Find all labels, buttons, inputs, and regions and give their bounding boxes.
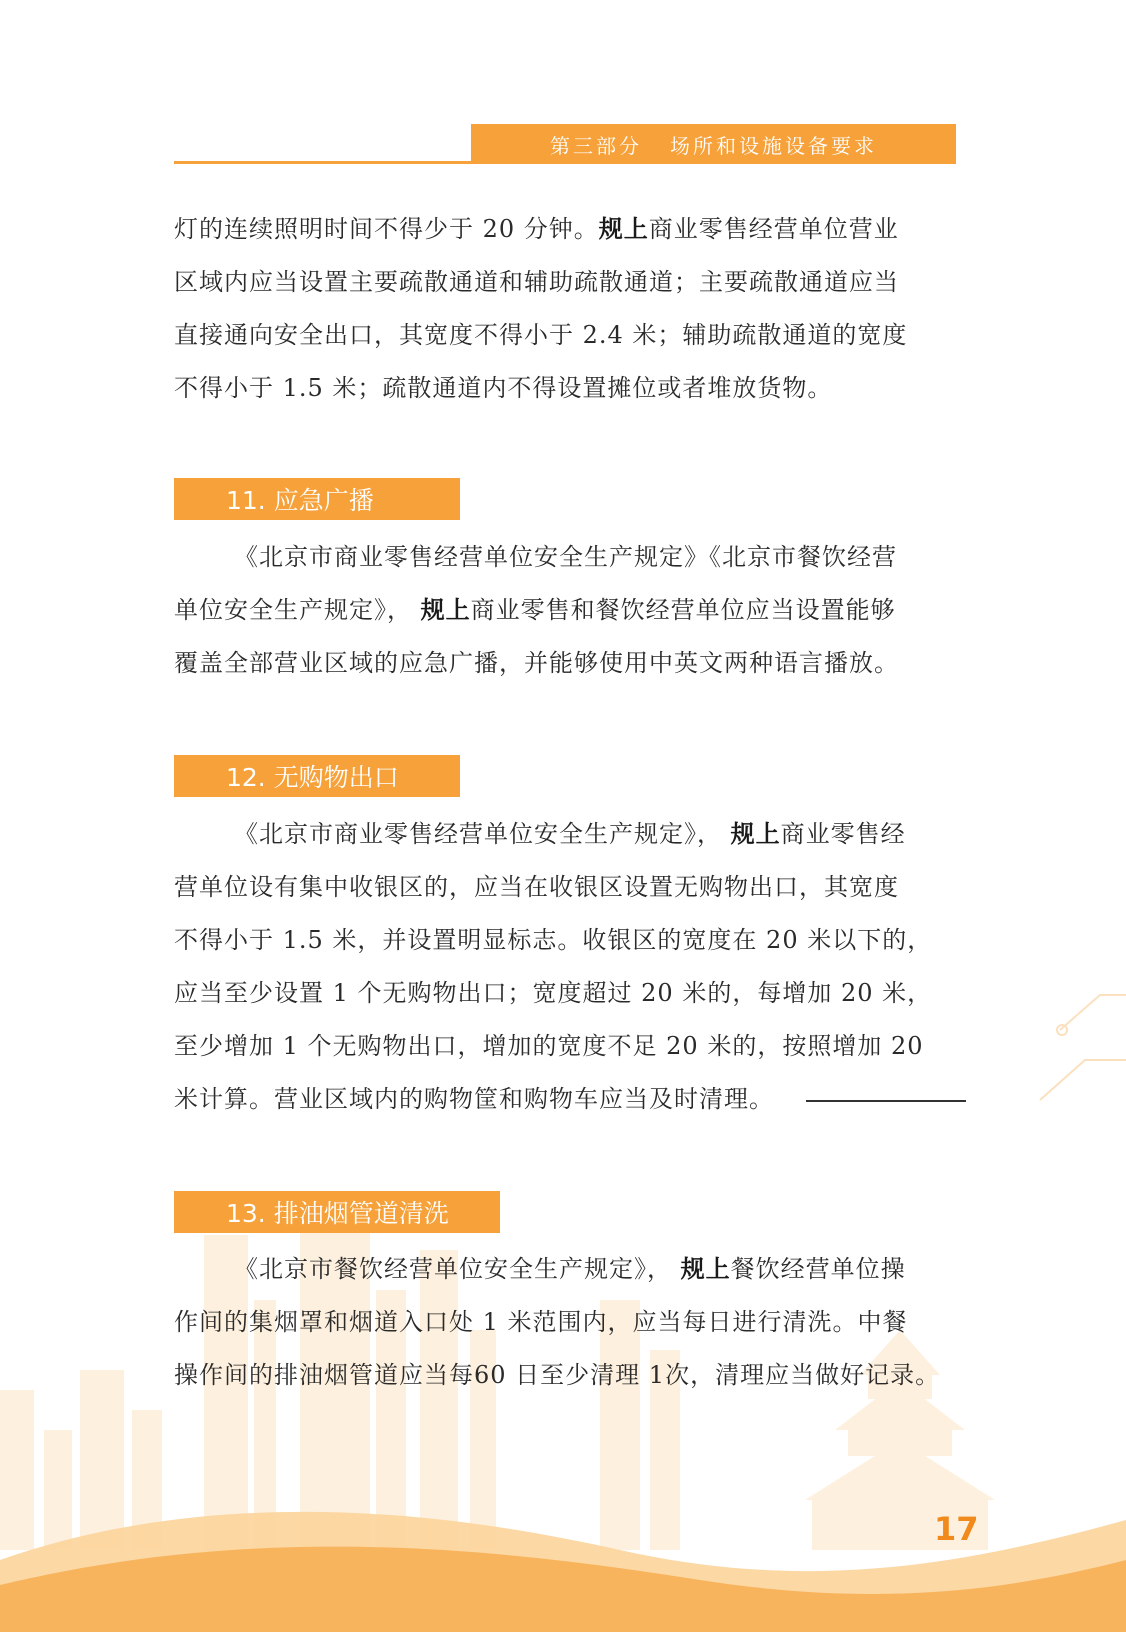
bold-keyword: 规上 <box>680 1255 731 1283</box>
bold-keyword: 规上 <box>730 820 781 848</box>
paragraph-exhaust-cleaning: 《北京市餐饮经营单位安全生产规定》， 规上餐饮经营单位操 作间的集烟罩和烟道入口处 1 米范围内，应当每日进行清洗。中餐 操作间的排油烟管道应当每60 日至少清理 1次，清理应当做好记录。 <box>174 1255 941 1389</box>
chapter-header <box>471 124 956 164</box>
page-number: 17 <box>934 1510 979 1548</box>
trailing-rule <box>806 1100 966 1102</box>
chapter-title: 场所和设施设备要求 <box>670 133 877 158</box>
paragraph-emergency-broadcast: 《北京市商业零售经营单位安全生产规定》《北京市餐饮经营 单位安全生产规定》， 规上商业零售和餐饮经营单位应当设置能够 覆盖全部营业区域的应急广播，并能够使用中英文两种语言播放。 <box>174 543 899 677</box>
bold-keyword: 规上 <box>598 215 649 243</box>
chapter-part: 第三部分 <box>550 133 642 158</box>
section-heading-11: 11. 应急广播 <box>174 478 460 520</box>
section-heading-13: 13. 排油烟管道清洗 <box>174 1191 500 1233</box>
paragraph-no-purchase-exit: 《北京市商业零售经营单位安全生产规定》， 规上商业零售经 营单位设有集中收银区的，应当在收银区设置无购物出口，其宽度 不得小于 1.5 米，并设置明显标志。收银区的宽度在 20 米以下的， 应当至少设置 1 个无购物出口；宽度超过 20 米的，每增加 20 米， 至少增加 1 个无购物出口，增加的宽度不足 20 米的，按照增加 20 米计算。营业区域内的购物筐和购物车应当及时清理。 <box>174 820 933 1113</box>
bold-keyword: 规上 <box>420 596 471 624</box>
section-heading-12: 12. 无购物出口 <box>174 755 460 797</box>
paragraph-evacuation: 灯的连续照明时间不得少于 20 分钟。规上商业零售经营单位营业 区域内应当设置主要疏散通道和辅助疏散通道；主要疏散通道应当 直接通向安全出口，其宽度不得小于 2.4 米；辅助疏散通道的宽度 不得小于 1.5 米；疏散通道内不得设置摊位或者堆放货物。 <box>174 215 908 402</box>
